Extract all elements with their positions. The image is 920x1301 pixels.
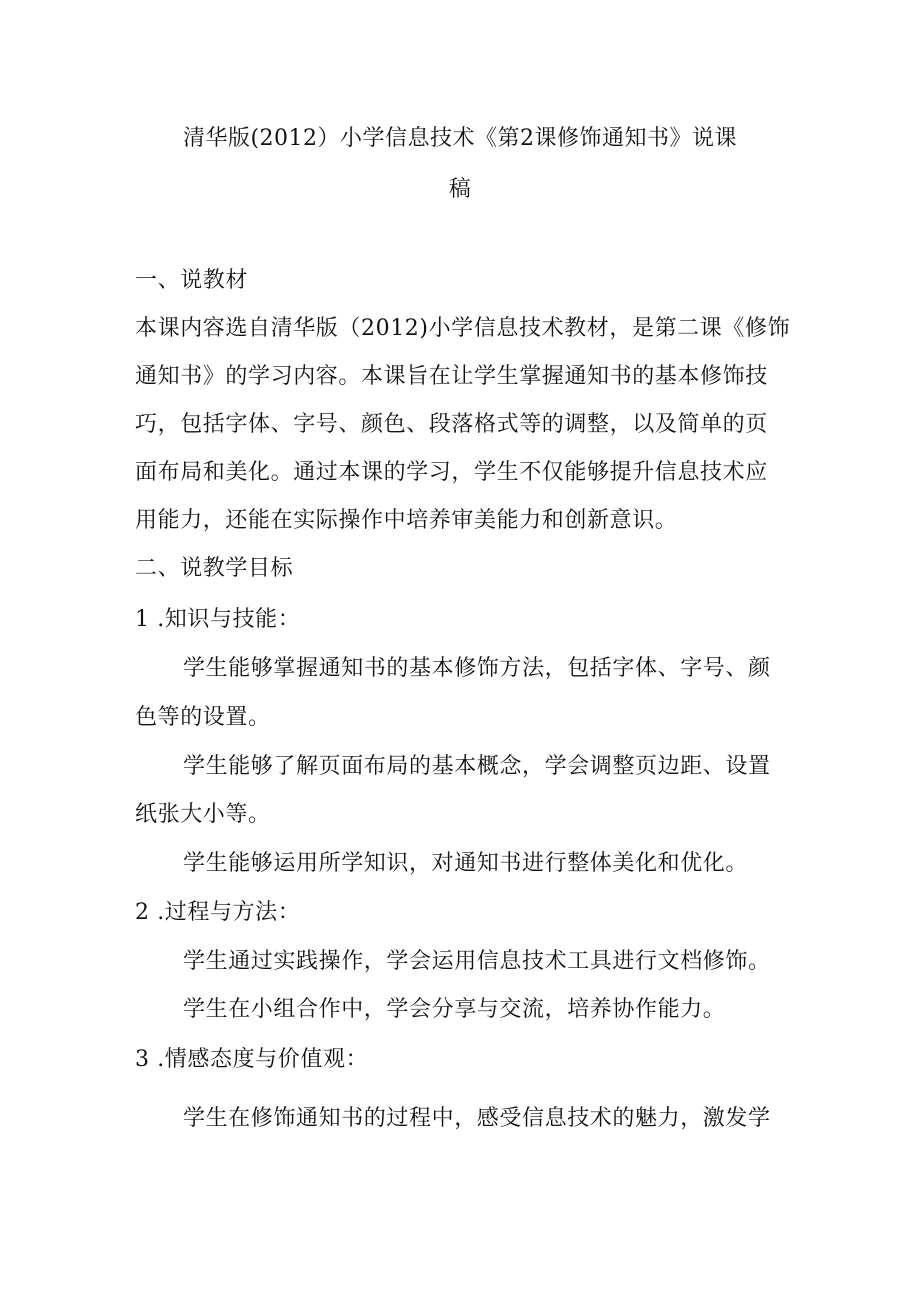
list-item: 学生通过实践操作，学会运用信息技术工具进行文档修饰。 bbox=[183, 949, 771, 974]
section-heading-objectives: 二、说教学目标 bbox=[135, 556, 294, 581]
list-item: 学生能够了解页面布局的基本概念，学会调整页边距、设置 bbox=[183, 754, 771, 779]
list-item-continuation: 色等的设置。 bbox=[135, 705, 271, 730]
document-title: 清华版(2012）小学信息技术《第2课修饰通知书》说课 bbox=[182, 126, 738, 151]
list-item: 学生能够运用所学知识，对通知书进行整体美化和优化。 bbox=[183, 851, 749, 876]
list-item: 学生在修饰通知书的过程中，感受信息技术的魅力，激发学 bbox=[183, 1106, 771, 1131]
section-heading-textbook: 一、说教材 bbox=[135, 268, 249, 293]
subheading-process-methods: 2 .过程与方法： bbox=[135, 900, 301, 925]
list-item: 学生能够掌握通知书的基本修饰方法，包括字体、字号、颜 bbox=[183, 656, 771, 681]
paragraph-line: 本课内容选自清华版（2012)小学信息技术教材，是第二课《修饰 bbox=[135, 316, 791, 341]
subheading-knowledge-skills: 1 .知识与技能： bbox=[135, 607, 301, 632]
paragraph-line: 面布局和美化。通过本课的学习，学生不仅能够提升信息技术应 bbox=[135, 460, 768, 485]
list-item: 学生在小组合作中，学会分享与交流，培养协作能力。 bbox=[183, 997, 726, 1022]
document-title-continuation: 稿 bbox=[448, 177, 472, 202]
list-item-continuation: 纸张大小等。 bbox=[135, 802, 271, 827]
subheading-attitudes-values: 3 .情感态度与价值观： bbox=[135, 1047, 369, 1072]
paragraph-line: 通知书》的学习内容。本课旨在让学生掌握通知书的基本修饰技 bbox=[135, 364, 768, 389]
paragraph-line: 用能力，还能在实际操作中培养审美能力和创新意识。 bbox=[135, 508, 678, 533]
paragraph-line: 巧，包括字体、字号、颜色、段落格式等的调整，以及简单的页 bbox=[135, 412, 768, 437]
